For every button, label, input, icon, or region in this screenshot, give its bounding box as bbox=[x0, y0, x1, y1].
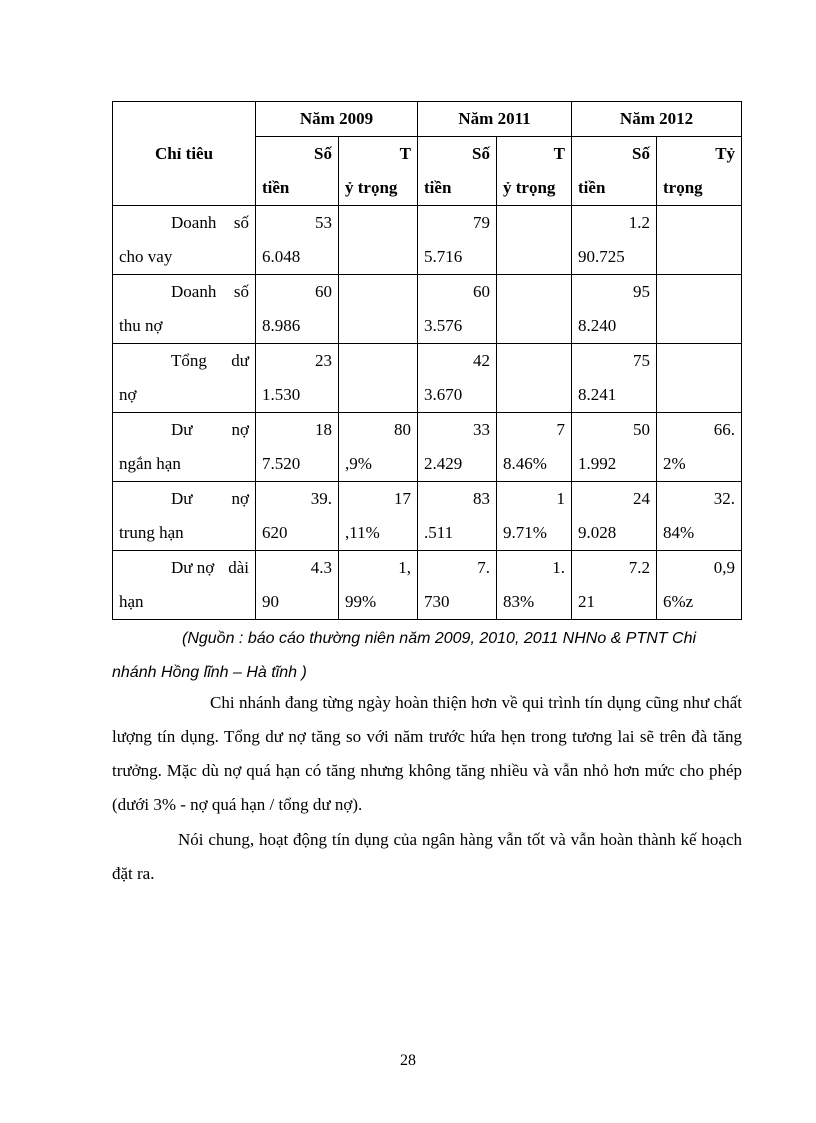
paragraph: Chi nhánh đang từng ngày hoàn thiện hơn về qui trình tín dụng cũng như chất lượng tín dụng. Tổng dư nợ tăng so với năm trước hứa hẹn trong tương lai sẽ trên đà tăng trưởng. Mặc dù nợ quá hạn có tăng nhưng không tăng nhiều và vẫn nhỏ hơn mức cho phép (dưới 3% - nợ quá hạn / tổng dư nợ). bbox=[112, 693, 742, 814]
amount-cell: 7. 730 bbox=[418, 551, 497, 620]
share-cell: 7 8.46% bbox=[497, 413, 572, 482]
table-row bbox=[113, 275, 742, 344]
share-cell bbox=[339, 275, 418, 344]
amount-cell: 1.2 90.725 bbox=[572, 206, 657, 275]
amount-cell: 4.3 90 bbox=[256, 551, 339, 620]
row-label: Doanh số thu nợ bbox=[113, 275, 256, 344]
share-cell: 80 ,9% bbox=[339, 413, 418, 482]
share-cell bbox=[339, 344, 418, 413]
amount-header: Số tiền bbox=[572, 137, 657, 206]
year-header: Năm 2012 bbox=[572, 102, 742, 137]
share-cell bbox=[657, 206, 742, 275]
row-label: Doanh số cho vay bbox=[113, 206, 256, 275]
amount-cell: 42 3.670 bbox=[418, 344, 497, 413]
share-cell: 66. 2% bbox=[657, 413, 742, 482]
share-cell bbox=[497, 275, 572, 344]
amount-cell: 39. 620 bbox=[256, 482, 339, 551]
source-note: (Nguồn : báo cáo thường niên năm 2009, 2010, 2011 NHNo & PTNT Chi nhánh Hồng lĩnh – Hà tĩnh ) bbox=[112, 630, 697, 681]
page-number: 28 bbox=[400, 1052, 416, 1069]
share-header: T ỷ trọng bbox=[339, 137, 418, 206]
year-header: Năm 2009 bbox=[256, 102, 418, 137]
amount-cell: 60 3.576 bbox=[418, 275, 497, 344]
share-cell bbox=[657, 275, 742, 344]
amount-cell: 60 8.986 bbox=[256, 275, 339, 344]
paragraph: Nói chung, hoạt động tín dụng của ngân hàng vẫn tốt và vẫn hoàn thành kế hoạch đặt ra. bbox=[112, 830, 742, 883]
share-cell bbox=[497, 344, 572, 413]
amount-cell: 53 6.048 bbox=[256, 206, 339, 275]
share-cell: 1, 99% bbox=[339, 551, 418, 620]
table-row bbox=[113, 344, 742, 413]
share-cell bbox=[657, 344, 742, 413]
row-label: Dư nợ dài hạn bbox=[113, 551, 256, 620]
table-row bbox=[113, 482, 742, 551]
amount-cell: 83 .511 bbox=[418, 482, 497, 551]
amount-cell: 95 8.240 bbox=[572, 275, 657, 344]
amount-cell: 18 7.520 bbox=[256, 413, 339, 482]
share-cell: 1 9.71% bbox=[497, 482, 572, 551]
table-row bbox=[113, 413, 742, 482]
row-label: Dư nợ ngắn hạn bbox=[113, 413, 256, 482]
amount-cell: 33 2.429 bbox=[418, 413, 497, 482]
amount-header: Số tiền bbox=[418, 137, 497, 206]
amount-cell: 24 9.028 bbox=[572, 482, 657, 551]
share-header: Tỷ trọng bbox=[657, 137, 742, 206]
share-header: T ỷ trọng bbox=[497, 137, 572, 206]
indicator-header: Chỉ tiêu bbox=[113, 102, 256, 206]
share-cell: 32. 84% bbox=[657, 482, 742, 551]
amount-header: Số tiền bbox=[256, 137, 339, 206]
share-cell: 1. 83% bbox=[497, 551, 572, 620]
row-label: Dư nợ trung hạn bbox=[113, 482, 256, 551]
table-row bbox=[113, 206, 742, 275]
amount-cell: 79 5.716 bbox=[418, 206, 497, 275]
amount-cell: 50 1.992 bbox=[572, 413, 657, 482]
amount-cell: 75 8.241 bbox=[572, 344, 657, 413]
table-row bbox=[113, 551, 742, 620]
row-label: Tổng dư nợ bbox=[113, 344, 256, 413]
credit-table bbox=[112, 101, 742, 620]
share-cell: 17 ,11% bbox=[339, 482, 418, 551]
share-cell bbox=[339, 206, 418, 275]
share-cell: 0,9 6%z bbox=[657, 551, 742, 620]
amount-cell: 7.2 21 bbox=[572, 551, 657, 620]
header-row-years bbox=[113, 102, 742, 137]
amount-cell: 23 1.530 bbox=[256, 344, 339, 413]
year-header: Năm 2011 bbox=[418, 102, 572, 137]
share-cell bbox=[497, 206, 572, 275]
